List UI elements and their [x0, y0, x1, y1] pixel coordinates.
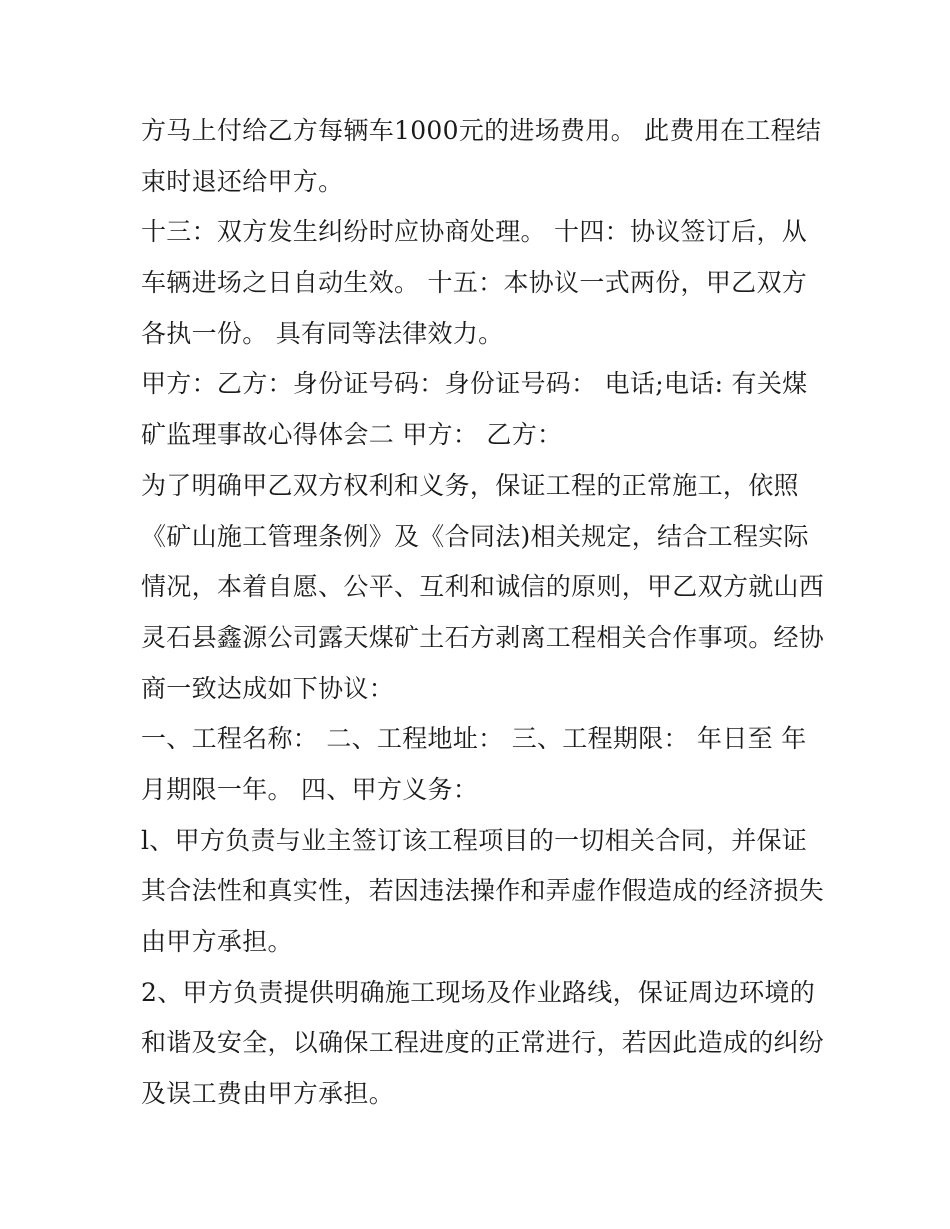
text-line: l、甲方负责与业主签订该工程项目的一切相关合同，并保证 [141, 825, 808, 855]
text-line: 矿监理事故心得体会二 甲方： 乙方： [141, 420, 563, 450]
text-line: 其合法性和真实性，若因违法操作和弄虚作假造成的经济损失 [141, 876, 825, 906]
text-line: 一、工程名称： 二、工程地址： 三、工程期限： 年日至 年 [141, 724, 807, 754]
text-line: 为了明确甲乙双方权利和义务，保证工程的正常施工，依照 [141, 470, 799, 500]
text-line: 各执一份。 具有同等法律效力。 [141, 318, 504, 348]
text-line: 情况，本着自愿、公平、互利和诚信的原则，甲乙双方就山西 [141, 572, 825, 602]
text-line: 和谐及安全，以确保工程进度的正常进行，若因此造成的纠纷 [141, 1028, 825, 1058]
text-line: 甲方：乙方：身份证号码：身份证号码： 电话;电话: 有关煤 [141, 369, 808, 399]
text-line: 2、甲方负责提供明确施工现场及作业路线，保证周边环境的 [141, 977, 816, 1007]
text-line: 束时退还给甲方。 [141, 166, 344, 196]
text-line: 方马上付给乙方每辆车1000元的进场费用。 此费用在工程结 [141, 116, 822, 145]
text-line: 车辆进场之日自动生效。 十五：本协议一式两份，甲乙双方 [141, 268, 808, 298]
document-body [141, 106, 831, 1120]
text-line: 由甲方承担。 [141, 927, 293, 956]
text-line: 《矿山施工管理条例》及《合同法)相关规定，结合工程实际 [141, 521, 809, 551]
text-line: 商一致达成如下协议： [141, 673, 395, 703]
text-line: 及误工费由甲方承担。 [141, 1079, 395, 1109]
text-line: 十三：双方发生纠纷时应协商处理。 十四：协议签订后，从 [141, 217, 808, 247]
text-line: 灵石县鑫源公司露天煤矿土石方剥离工程相关合作事项。经协 [141, 622, 825, 652]
text-line: 月期限一年。 四、甲方义务： [141, 774, 479, 804]
